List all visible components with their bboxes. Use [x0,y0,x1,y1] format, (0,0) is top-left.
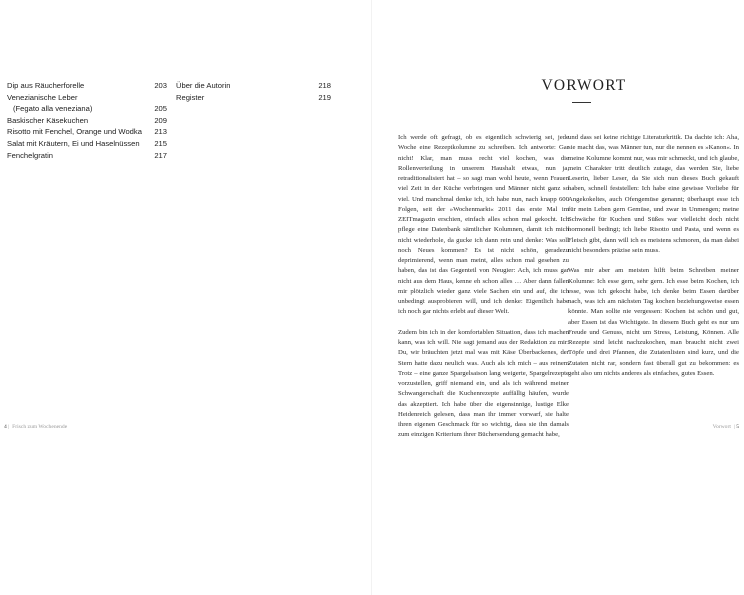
toc-entry[interactable] [7,126,167,138]
toc-entry-page: 213 [154,127,167,137]
paragraph: Zudem bin ich in der komfortablen Situation, dass ich machen kann, was ich will. Nie sagt jemand aus der Redaktion zu mir: Du, wir bräuchten jetzt mal was mit Käse Überbackenes, der Stern hatte dazu neulich was. Auch als ich mich – aus reinem Trotz – eine ganze Spargelsaison lang weigerte, Spargelrezepte vorzustellen, griff niemand ein, und als ich während meiner Schwangerschaft die Kuchenrezepte auffällig häufen, wurde das akzeptiert. Ich habe über die eigensinnige, lustige Elke Heidenreich gelesen, dass man ihr immer vorwarf, sie halte ihren eigenen Geschmack für so wichtig, dass sie ihn damals zum einzigen Kriterium ihrer Büchersendung gemacht habe, [398,328,569,439]
toc-entry-title: Über die Autorin [176,81,231,90]
footer-book-title: Frisch zum Wochenende [12,424,68,430]
body-column-2 [568,133,739,389]
toc-entry[interactable] [7,115,167,127]
toc-entry-title: Risotto mit Fenchel, Orange und Wodka [7,127,142,137]
toc-entry-title: Dip aus Räucherforelle [7,81,85,90]
toc-entry-page: 218 [318,81,331,90]
chapter-title: VORWORT [541,77,627,94]
toc-entry-page: 215 [154,138,167,148]
paragraph: Was mir aber am meisten hilft beim Schreiben meiner Kolumne: Ich esse gern, sehr gern. Ich esse beim Kochen, ich esse, was ich gekocht habe, ich denke beim Essen darüber nach, was ich am nächsten Tag kochen beziehungsweise essen könnte. Man sollte nie vergessen: Kochen ist schön und gut, aber Essen ist das Wichtigste. In diesem Buch geht es nur um Freude und Genuss, nicht um Stress, Leistung, Können. Alle Rezepte sind leicht nachzukochen, man braucht nicht zwei Töpfe und drei Pfannen, die Zutatenlisten sind kurz, und die Zutaten nicht rar, sondern fast überall gut zu bekommen: es geht also um nichts anderes als einfaches, gutes Essen. [568,267,739,377]
toc-entry-page: 217 [154,150,167,160]
toc-column-1 [7,80,167,161]
title-rule [572,102,591,103]
toc-entry-title: Fenchelgratin [7,150,54,160]
toc-entry[interactable] [7,80,167,92]
toc-entry-title: Salat mit Kräutern, Ei und Haselnüssen [7,138,140,148]
footer-right: Vorwort | 5 [712,424,739,430]
toc-entry-page: 205 [154,104,167,114]
toc-entry[interactable] [7,138,167,150]
toc-entry-title: Venezianische Leber [7,92,78,102]
toc-entry[interactable] [7,150,167,162]
toc-entry-page: 219 [318,92,331,102]
footer-page-number: 4 [4,424,7,430]
toc-column-2 [176,80,331,103]
toc-entry-title: Baskischer Käsekuchen [7,115,89,125]
footer-page-number: 5 [736,424,739,430]
toc-entry-page: 203 [154,81,167,90]
toc-entry[interactable] [7,103,167,115]
toc-entry-title: Register [176,92,205,102]
paragraph: Ich werde oft gefragt, ob es eigentlich schwierig sei, jede Woche eine Rezeptkolumne zu schreiben. Ich antworte: Gar nicht! Klar, man muss recht viel kochen, was die Rollenverteilung in unserem Haushalt etwas, nun ja, retraditionalisiert hat – so sagt man wohl heute, wenn Frauen viel Zeit in der Küche verbringen und Männer nicht ganz so viel. Und manchmal denke ich, ich habe nun, nach knapp 600 Folgen, seit der »Wochenmarkt« 2011 das erste Mal im ZEITmagazin erschien, einfach alles schon mal gekocht. Ich pflege eine Datenbank sämtlicher Kolumnen, damit ich mich nicht wiederhole, da gucke ich dann rein und denke: Was soll noch Neues kommen? Es ist nicht schön, geradezu deprimierend, wenn man meint, alles schon mal gesehen zu haben, das ist das Gegenteil von Neugier: Ach, ich muss gar nicht aus dem Haus, kenne eh schon alles … Aber dann fallen mir plötzlich wieder ganz viele Sachen ein und auf, die ich unbedingt ausprobieren will, und ich denke: Eigentlich habe ich noch gar nichts erlebt auf dieser Welt. [398,134,569,316]
footer-left: 4 | Frisch zum Wochenende [4,424,68,430]
toc-entry[interactable] [7,92,167,104]
toc-entry[interactable] [176,92,331,104]
toc-entry-title: (Fegato alla veneziana) [13,104,93,114]
body-column-1 [398,133,569,451]
toc-entry-page: 209 [154,115,167,125]
footer-chapter-label: Vorwort [712,424,731,430]
toc-entry[interactable] [176,80,331,92]
paragraph: und dass sei keine richtige Literaturkritik. Da dachte ich: Aha, sie macht das, was Männer tun, nur die nennen es »Kanon«. In meine Kolumne kommt nur, was mir schmeckt, und ich glaube, mein Charakter tritt deutlich zutage, das werden Sie, liebe Leserin, lieber Leser, da Sie sich nun dieses Buch gekauft haben, schnell feststellen: Ich habe eine gewisse Vorliebe für Angekokeltes, auch Ofengemüse genannt; überhaupt esse ich für mein Leben gern Gemüse, und zwar in Unmengen; meine Schwäche für Kuchen und Süßes war vielleicht doch nicht hormonell bedingt; ich liebe Risotto und Pasta, und wenn es Fleisch gibt, dann will ich es meistens schmoren, da man dabei nicht besonders präzise sein muss. [568,134,739,254]
